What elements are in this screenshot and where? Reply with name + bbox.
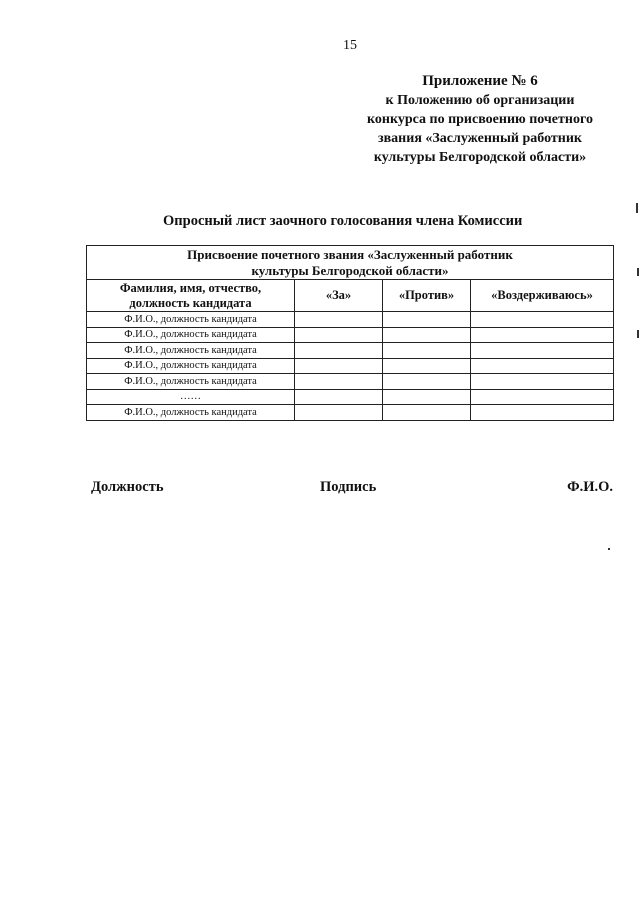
scan-speck (637, 268, 639, 276)
candidate-cell: Ф.И.О., должность кандидата (87, 327, 295, 343)
appendix-line: культуры Белгородской области» (373, 150, 587, 165)
table-row (87, 374, 614, 390)
appendix-line: Приложение № 6 (422, 73, 538, 89)
vote-for-cell[interactable] (295, 327, 383, 343)
vote-for-cell[interactable] (295, 405, 383, 421)
candidate-cell: Ф.И.О., должность кандидата (87, 343, 295, 359)
page-number: 15 (343, 38, 357, 53)
table-row (87, 405, 614, 421)
appendix-header (360, 72, 600, 167)
voting-table (86, 245, 614, 421)
column-header-line: должность кандидата (129, 295, 252, 310)
column-header-against: «Против» (383, 280, 471, 312)
document-title: Опросный лист заочного голосования члена Комиссии (163, 213, 523, 229)
vote-against-cell[interactable] (383, 389, 471, 405)
scan-speck (608, 548, 610, 550)
table-row (87, 358, 614, 374)
scan-speck (637, 330, 639, 338)
column-header-candidate (87, 280, 295, 312)
table-row (87, 327, 614, 343)
vote-abstain-cell[interactable] (471, 312, 614, 328)
vote-for-cell[interactable] (295, 389, 383, 405)
candidate-cell: …… (87, 389, 295, 405)
vote-against-cell[interactable] (383, 405, 471, 421)
vote-abstain-cell[interactable] (471, 358, 614, 374)
candidate-cell: Ф.И.О., должность кандидата (87, 312, 295, 328)
candidate-cell: Ф.И.О., должность кандидата (87, 358, 295, 374)
signature-label: Подпись (320, 479, 377, 495)
position-label: Должность (91, 479, 164, 495)
column-header-for: «За» (295, 280, 383, 312)
vote-against-cell[interactable] (383, 374, 471, 390)
table-heading-line: Присвоение почетного звания «Заслуженный работник (187, 246, 513, 262)
appendix-line: к Положению об организации (385, 93, 575, 108)
vote-against-cell[interactable] (383, 327, 471, 343)
vote-against-cell[interactable] (383, 312, 471, 328)
vote-for-cell[interactable] (295, 374, 383, 390)
column-header-line: Фамилия, имя, отчество, (119, 280, 262, 295)
appendix-line: конкурса по присвоению почетного (367, 112, 593, 127)
vote-abstain-cell[interactable] (471, 327, 614, 343)
table-row (87, 389, 614, 405)
table-row (87, 343, 614, 359)
full-name-label: Ф.И.О. (567, 479, 613, 495)
table-heading-line: культуры Белгородской области» (251, 262, 449, 278)
vote-abstain-cell[interactable] (471, 405, 614, 421)
vote-for-cell[interactable] (295, 358, 383, 374)
scan-speck (636, 203, 638, 213)
column-header-abstain: «Воздерживаюсь» (471, 280, 614, 312)
appendix-line: звания «Заслуженный работник (378, 131, 582, 146)
table-heading (87, 246, 614, 280)
vote-abstain-cell[interactable] (471, 343, 614, 359)
table-row (87, 312, 614, 328)
vote-against-cell[interactable] (383, 358, 471, 374)
vote-for-cell[interactable] (295, 343, 383, 359)
vote-against-cell[interactable] (383, 343, 471, 359)
candidate-cell: Ф.И.О., должность кандидата (87, 374, 295, 390)
vote-abstain-cell[interactable] (471, 389, 614, 405)
candidate-cell: Ф.И.О., должность кандидата (87, 405, 295, 421)
vote-abstain-cell[interactable] (471, 374, 614, 390)
vote-for-cell[interactable] (295, 312, 383, 328)
